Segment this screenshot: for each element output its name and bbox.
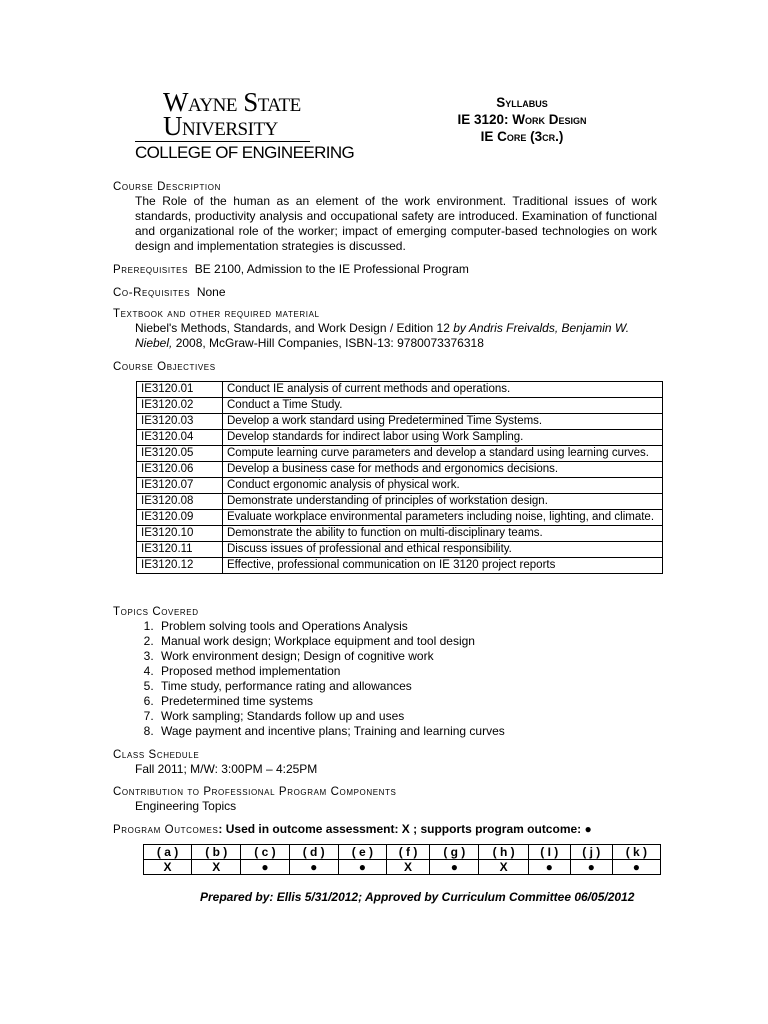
topics-list — [133, 619, 505, 739]
outcome-label: ( e ) — [338, 845, 386, 860]
objective-row — [137, 542, 663, 558]
objective-text: Compute learning curve parameters and develop a standard using learning curves. — [223, 446, 663, 462]
objective-text: Develop a business case for methods and ergonomics decisions. — [223, 462, 663, 478]
objective-row — [137, 510, 663, 526]
topic-item: 8. Wage payment and incentive plans; Training and learning curves — [157, 724, 505, 739]
objective-row — [137, 398, 663, 414]
corequisites-row — [113, 285, 226, 301]
objective-row — [137, 478, 663, 494]
course-objectives-table — [136, 381, 663, 574]
textbook-text — [135, 321, 660, 351]
topic-item: 3. Work environment design; Design of cognitive work — [157, 649, 505, 664]
corequisites-heading: Co-Requisites — [113, 287, 191, 299]
course-description-text: The Role of the human as an element of the work environment. Traditional issues of work standards, productivity analysis and occupational safety are introduced. Examination of functional and organizational role of the worker; impact of emerging computer-based technologies on work design and implementation strategies is discussed. — [135, 194, 657, 253]
objective-text: Develop standards for indirect labor using Work Sampling. — [223, 430, 663, 446]
objective-row — [137, 382, 663, 398]
objective-code: IE3120.07 — [137, 478, 223, 494]
contribution-heading: Contribution to Professional Program Components — [113, 786, 397, 798]
outcome-label: ( g ) — [430, 845, 479, 860]
objective-text: Develop a work standard using Predetermined Time Systems. — [223, 414, 663, 430]
objective-text: Effective, professional communication on IE 3120 project reports — [223, 558, 663, 574]
outcome-mark: ● — [241, 860, 289, 875]
outcome-label: ( d ) — [289, 845, 338, 860]
outcomes-mark-row — [144, 860, 661, 875]
outcome-label: ( c ) — [241, 845, 289, 860]
outcome-mark: X — [144, 860, 192, 875]
objective-text: Demonstrate understanding of principles of workstation design. — [223, 494, 663, 510]
outcome-label: ( h ) — [479, 845, 528, 860]
outcome-label: ( b ) — [192, 845, 241, 860]
objective-row — [137, 526, 663, 542]
outcome-label: ( I ) — [528, 845, 570, 860]
program-outcomes-row — [113, 822, 592, 838]
objective-code: IE3120.10 — [137, 526, 223, 542]
outcome-mark: ● — [612, 860, 660, 875]
course-objectives-heading: Course Objectives — [113, 361, 216, 373]
topic-item: 4. Proposed method implementation — [157, 664, 505, 679]
objective-code: IE3120.11 — [137, 542, 223, 558]
objective-text: Demonstrate the ability to function on multi-disciplinary teams. — [223, 526, 663, 542]
prepared-by-footer: Prepared by: Ellis 5/31/2012; Approved by Curriculum Committee 06/05/2012 — [200, 890, 635, 904]
objective-row — [137, 494, 663, 510]
objective-code: IE3120.05 — [137, 446, 223, 462]
textbook-title: Niebel's Methods, Standards, and Work Design / Edition 12 — [135, 321, 454, 335]
topic-item: 1. Problem solving tools and Operations Analysis — [157, 619, 505, 634]
prerequisites-text: BE 2100, Admission to the IE Professional Program — [194, 262, 469, 276]
objective-text: Conduct a Time Study. — [223, 398, 663, 414]
topic-item: 6. Predetermined time systems — [157, 694, 505, 709]
objective-code: IE3120.01 — [137, 382, 223, 398]
objective-text: Evaluate workplace environmental parameters including noise, lighting, and climate. — [223, 510, 663, 526]
objective-code: IE3120.09 — [137, 510, 223, 526]
objective-row — [137, 414, 663, 430]
course-description-heading: Course Description — [113, 181, 221, 193]
outcome-label: ( a ) — [144, 845, 192, 860]
prerequisites-row — [113, 262, 469, 278]
outcome-label: ( j ) — [570, 845, 612, 860]
title-line-3: IE Core (3cr.) — [480, 129, 564, 144]
outcome-label: ( f ) — [386, 845, 429, 860]
logo-line-3: COLLEGE OF ENGINEERING — [135, 143, 355, 162]
objective-row — [137, 558, 663, 574]
outcomes-label-row — [144, 845, 661, 860]
objective-text: Conduct ergonomic analysis of physical work. — [223, 478, 663, 494]
contribution-text: Engineering Topics — [135, 799, 237, 813]
objective-code: IE3120.02 — [137, 398, 223, 414]
class-schedule-text: Fall 2011; M/W: 3:00PM – 4:25PM — [135, 762, 318, 776]
outcome-mark: X — [479, 860, 528, 875]
program-outcomes-note: : Used in outcome assessment: X ; supports program outcome: ● — [218, 822, 592, 836]
outcome-mark: X — [192, 860, 241, 875]
class-schedule-heading: Class Schedule — [113, 749, 200, 761]
logo-line-2: University — [163, 111, 278, 141]
program-outcomes-heading: Program Outcomes — [113, 824, 219, 836]
outcome-mark: ● — [570, 860, 612, 875]
objective-row — [137, 446, 663, 462]
university-logo — [135, 87, 355, 168]
textbook-authors: by Andris Freivalds, Benjamin W. Niebel, — [135, 321, 630, 350]
objective-code: IE3120.12 — [137, 558, 223, 574]
title-line-2: IE 3120: Work Design — [457, 112, 587, 127]
outcome-mark: ● — [528, 860, 570, 875]
objective-row — [137, 430, 663, 446]
textbook-details: 2008, McGraw-Hill Companies, ISBN-13: 9780073376318 — [172, 336, 484, 350]
outcome-mark: ● — [338, 860, 386, 875]
objective-row — [137, 462, 663, 478]
program-outcomes-table — [143, 844, 661, 875]
objective-text: Conduct IE analysis of current methods and operations. — [223, 382, 663, 398]
topic-item: 5. Time study, performance rating and allowances — [157, 679, 505, 694]
outcome-label: ( k ) — [612, 845, 660, 860]
objective-code: IE3120.06 — [137, 462, 223, 478]
corequisites-text: None — [196, 285, 226, 299]
logo-line-1: Wayne State — [163, 87, 301, 117]
outcome-mark: ● — [430, 860, 479, 875]
objective-text: Discuss issues of professional and ethical responsibility. — [223, 542, 663, 558]
topics-heading: Topics Covered — [113, 606, 199, 618]
outcome-mark: X — [386, 860, 429, 875]
title-line-1: Syllabus — [496, 95, 548, 110]
prerequisites-heading: Prerequisites — [113, 264, 189, 276]
textbook-heading: Textbook and other required material — [113, 308, 320, 320]
objective-code: IE3120.04 — [137, 430, 223, 446]
objective-code: IE3120.03 — [137, 414, 223, 430]
logo-divider — [135, 141, 310, 142]
topic-item: 2. Manual work design; Workplace equipment and tool design — [157, 634, 505, 649]
objective-code: IE3120.08 — [137, 494, 223, 510]
outcome-mark: ● — [289, 860, 338, 875]
document-title — [412, 94, 632, 145]
topic-item: 7. Work sampling; Standards follow up and uses — [157, 709, 505, 724]
